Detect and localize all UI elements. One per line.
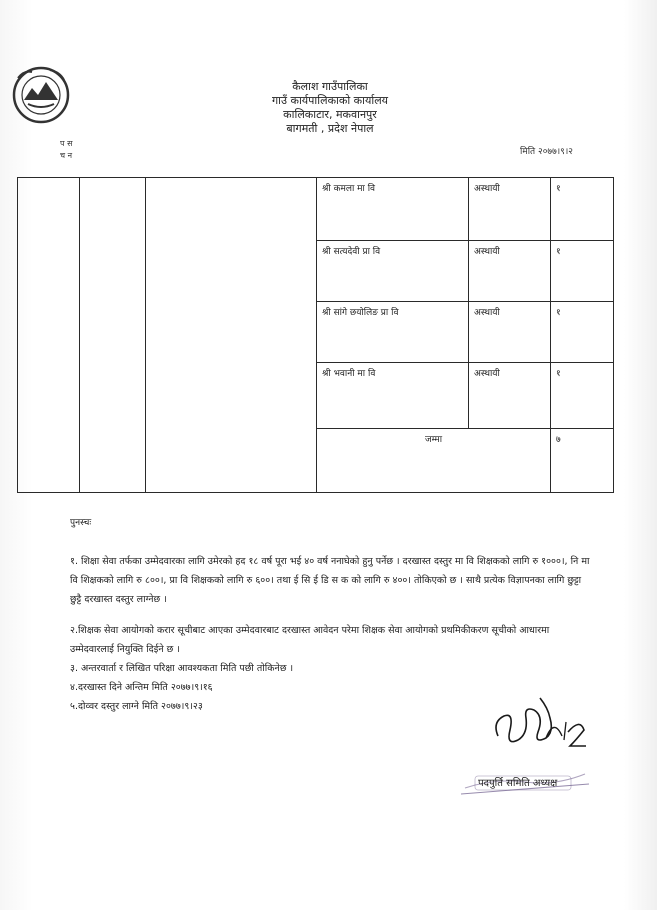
empty-cell xyxy=(80,178,146,493)
note-deadline: ४.दरखास्त दिने अन्तिम मिति २०७७।९।१६ xyxy=(70,682,213,693)
office-name: गाउँ कार्यपालिकाको कार्यालय xyxy=(271,94,389,107)
note-priority-list: २.शिक्षक सेवा आयोगको करार सूचीबाट आएका उम्मेदवारबाट दरखास्त आवेदन परेमा शिक्षक सेवा आयोगको प्रथमिकीकरण सूचीको आधारमा उम्मेदवारलाई नियुक्ति दिईने छ । xyxy=(70,625,550,655)
total-value: ७ xyxy=(551,429,614,493)
notes-heading: पुनस्चः xyxy=(70,518,92,528)
school-name: श्री भवानी मा वि xyxy=(317,363,469,429)
emblem-logo xyxy=(10,64,72,126)
position-count: १ xyxy=(551,241,614,302)
municipality-name: कैलाश गाउँपालिका xyxy=(292,80,368,93)
position-count: १ xyxy=(551,302,614,363)
vacancy-table xyxy=(17,177,614,493)
position-type: अस्थायी xyxy=(469,178,551,241)
note-exam: ३. अन्तरवार्ता र लिखित परिक्षा आवश्यकता मिति पछी तोकिनेछ । xyxy=(70,663,294,674)
total-label: जम्मा xyxy=(317,429,551,493)
school-name: श्री सत्यदेवी प्रा वि xyxy=(317,241,469,302)
school-name: श्री कमला मा वि xyxy=(317,178,469,241)
dispatch-number-label: च न xyxy=(60,151,73,160)
position-type: अस्थायी xyxy=(469,302,551,363)
signatory-title: पदपुर्ति समिति अध्यक्ष xyxy=(478,778,558,789)
letter-number-label: प स xyxy=(60,139,73,148)
position-count: १ xyxy=(551,363,614,429)
position-type: अस्थायी xyxy=(469,363,551,429)
province-name: बागमती , प्रदेश नेपाल xyxy=(286,122,374,135)
empty-cell xyxy=(146,178,317,493)
empty-cell xyxy=(18,178,80,493)
notes-section xyxy=(70,515,590,716)
position-count: १ xyxy=(551,178,614,241)
office-header xyxy=(210,80,450,136)
handwritten-signature xyxy=(488,688,593,766)
office-location: कालिकाटार, मकवानपुर xyxy=(283,108,377,121)
note-double-fee-date: ५.दोव्वर दस्तुर लाग्ने मिति २०७७।९।२३ xyxy=(70,701,203,712)
reference-block xyxy=(60,138,73,162)
school-name: श्री सांगे छयोलिङ प्रा वि xyxy=(317,302,469,363)
position-type: अस्थायी xyxy=(469,241,551,302)
note-age-fee: १. शिक्षा सेवा तर्फका उम्मेदवारका लागि उमेरको हद १८ वर्ष पूरा भई ४० वर्ष ननाघेको हुनु पर्नेछ । दरखास्त दस्तुर मा वि शिक्षकको लागि रु १०००।, नि मा वि शिक्षकको लागि रु ८००।, प्रा वि शिक्षकको लागि रु ६००। तथा ई सि ई डि स क को लागि रु ४००। तोकिएको छ । साथै प्रत्येक विज्ञापनका लागि छुट्टा छुट्टै दरखास्त दस्तुर लाग्नेछ । xyxy=(70,556,590,605)
letter-date: मिति २०७७।९।२ xyxy=(520,147,573,157)
table-row xyxy=(18,178,614,241)
